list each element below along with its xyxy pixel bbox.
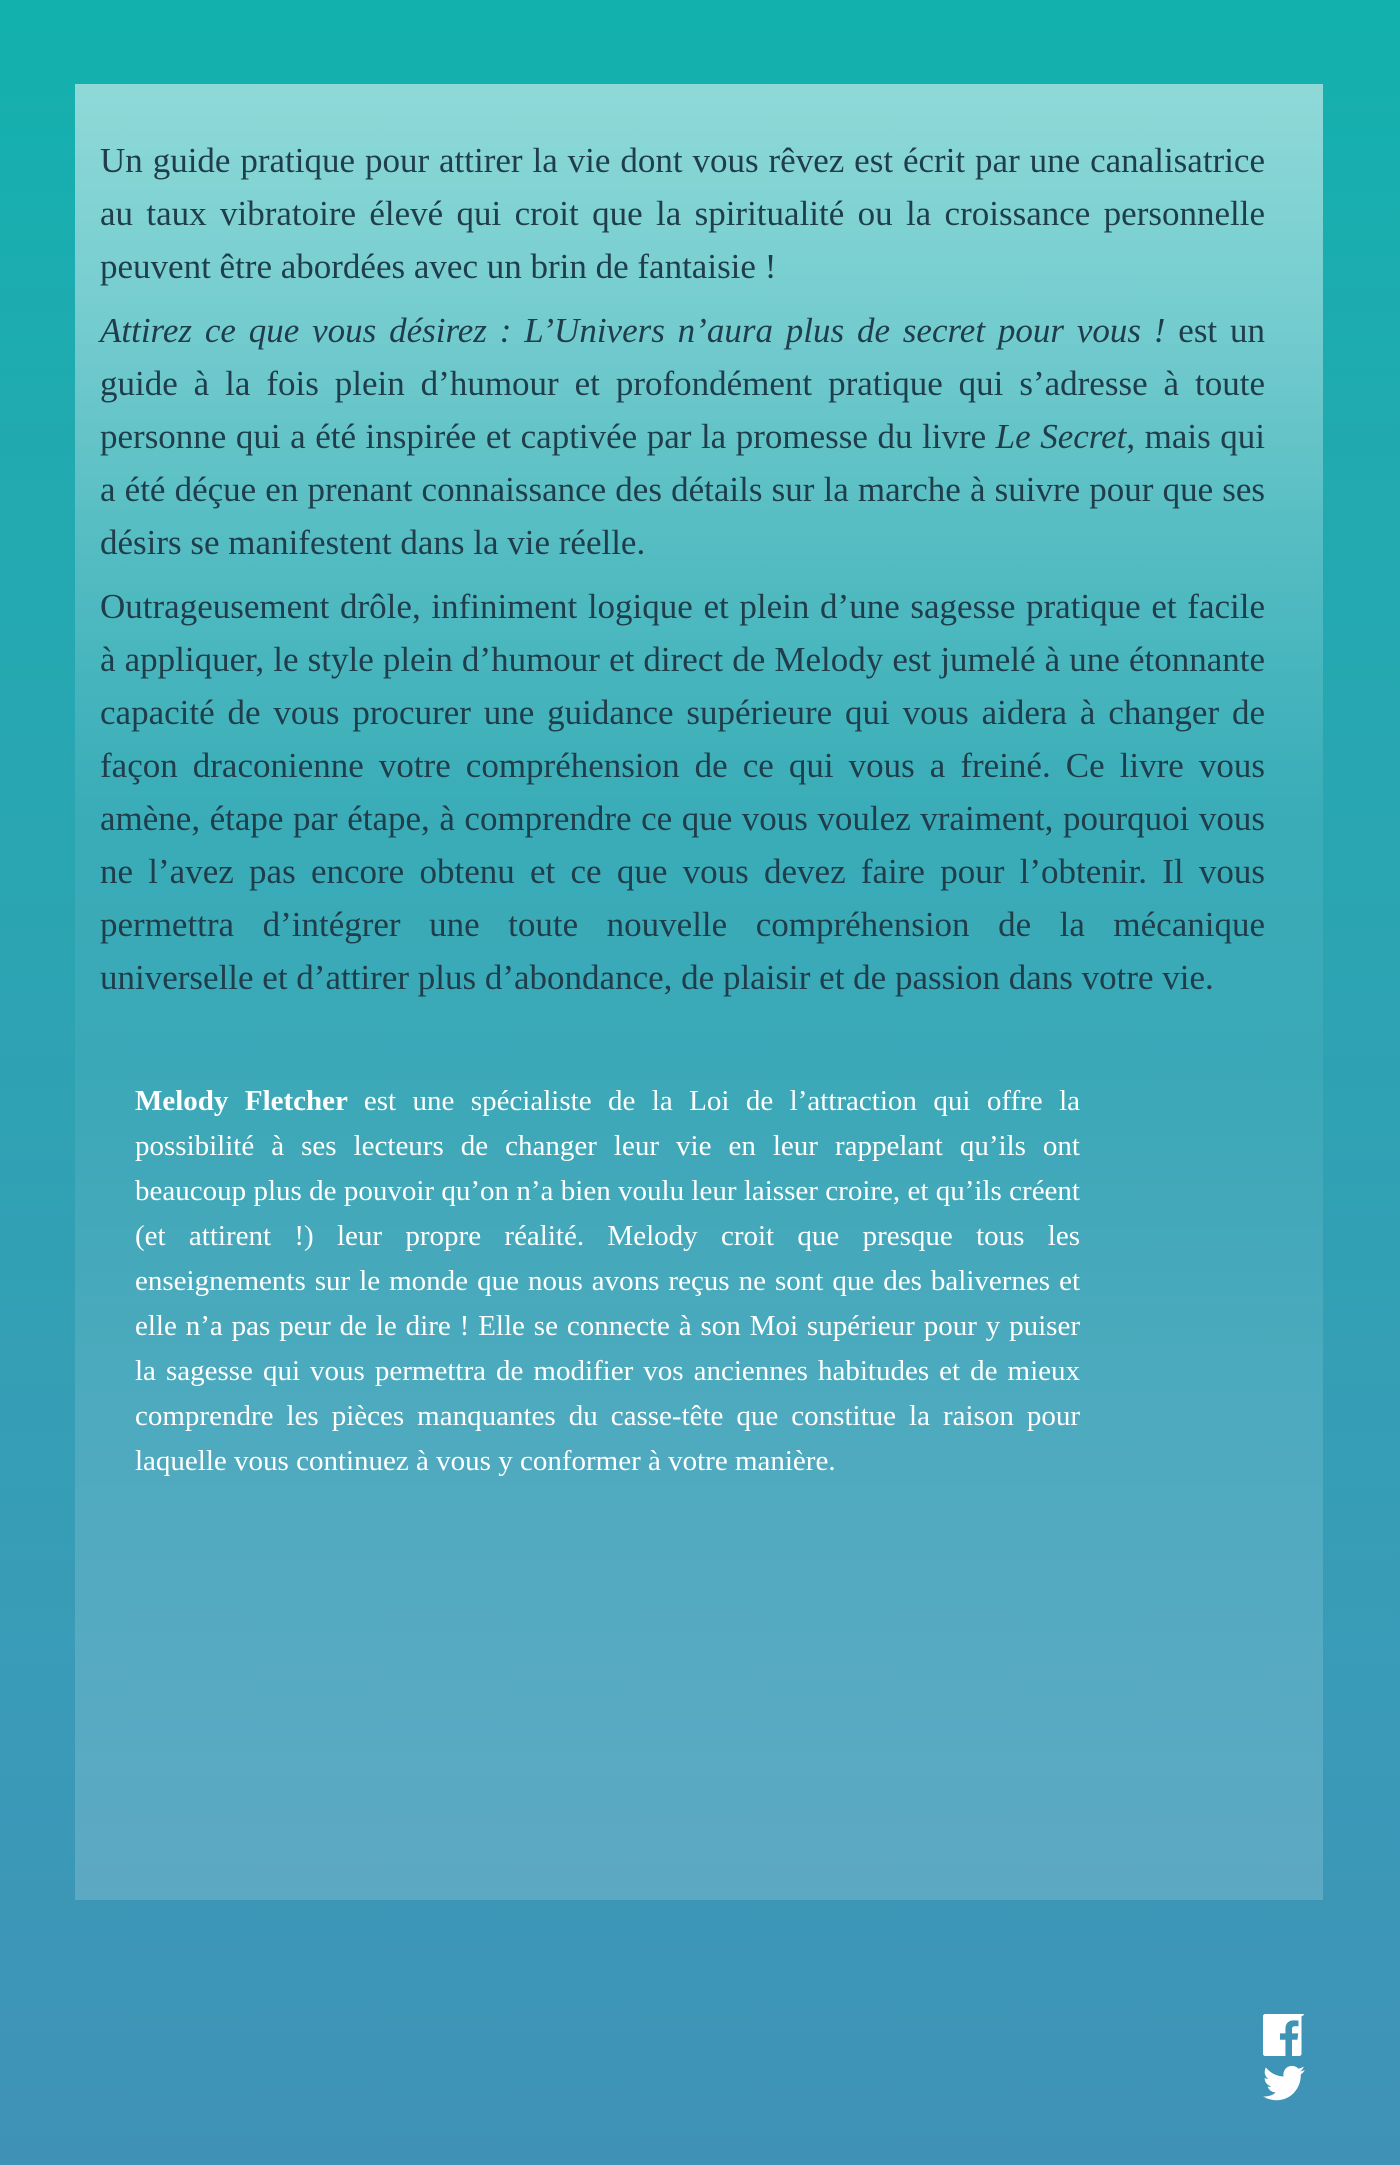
- synopsis-paragraph-3: [100, 580, 1265, 1004]
- twitter-icon[interactable]: [1263, 2065, 1305, 2101]
- text-run: Melody Fletcher: [135, 1085, 364, 1117]
- back-cover-panel: [75, 84, 1323, 1900]
- text-run: Le Secret: [995, 417, 1127, 456]
- synopsis-paragraph-1: [100, 134, 1265, 293]
- text-run: , mais qui a été déçue en prenant connaissance des détails sur la marche à suivre pour que ses désirs se manifestent dans la vie réelle.: [100, 417, 1265, 562]
- social-links: [1263, 2014, 1305, 2101]
- text-run: Attirez ce que vous désirez : L’Univers n’aura plus de secret pour vous !: [100, 311, 1179, 350]
- author-bio: [135, 1079, 1080, 1484]
- facebook-icon[interactable]: [1263, 2014, 1305, 2056]
- text-run: est une spécialiste de la Loi de l’attraction qui offre la possibilité à ses lecteurs de changer leur vie en leur rappelant qu’ils ont beaucoup plus de pouvoir qu’on n’a bien voulu leur laisser croire, et qu’ils créent (et attirent !) leur propre réalité. Melody croit que presque tous les enseignements sur le monde que nous avons reçus ne sont que des balivernes et elle n’a pas peur de le dire ! Elle se connecte à son Moi supérieur pour y puiser la sagesse qui vous permettra de modifier vos anciennes habitudes et de mieux comprendre les pièces manquantes du casse-tête que constitue la raison pour laquelle vous continuez à vous y conformer à votre manière.: [135, 1085, 1080, 1477]
- synopsis-paragraph-2: [100, 304, 1265, 569]
- text-run: Un guide pratique pour attirer la vie dont vous rêvez est écrit par une canalisatrice au taux vibratoire élevé qui croit que la spiritualité ou la croissance personnelle peuvent être abordées avec un brin de fantaisie !: [100, 141, 1265, 286]
- text-run: Outrageusement drôle, infiniment logique et plein d’une sagesse pratique et facile à appliquer, le style plein d’humour et direct de Melody est jumelé à une étonnante capacité de vous procurer une guidance supérieure qui vous aidera à changer de façon draconienne votre compréhension de ce qui vous a freiné. Ce livre vous amène, étape par étape, à comprendre ce que vous voulez vraiment, pourquoi vous ne l’avez pas encore obtenu et ce que vous devez faire pour l’obtenir. Il vous permettra d’intégrer une toute nouvelle compréhension de la mécanique universelle et d’attirer plus d’abondance, de plaisir et de passion dans votre vie.: [100, 587, 1265, 997]
- text-run: est un guide à la fois plein d’humour et profondément pratique qui s’adresse à toute personne qui a été inspirée et captivée par la promesse du livre: [100, 311, 1265, 456]
